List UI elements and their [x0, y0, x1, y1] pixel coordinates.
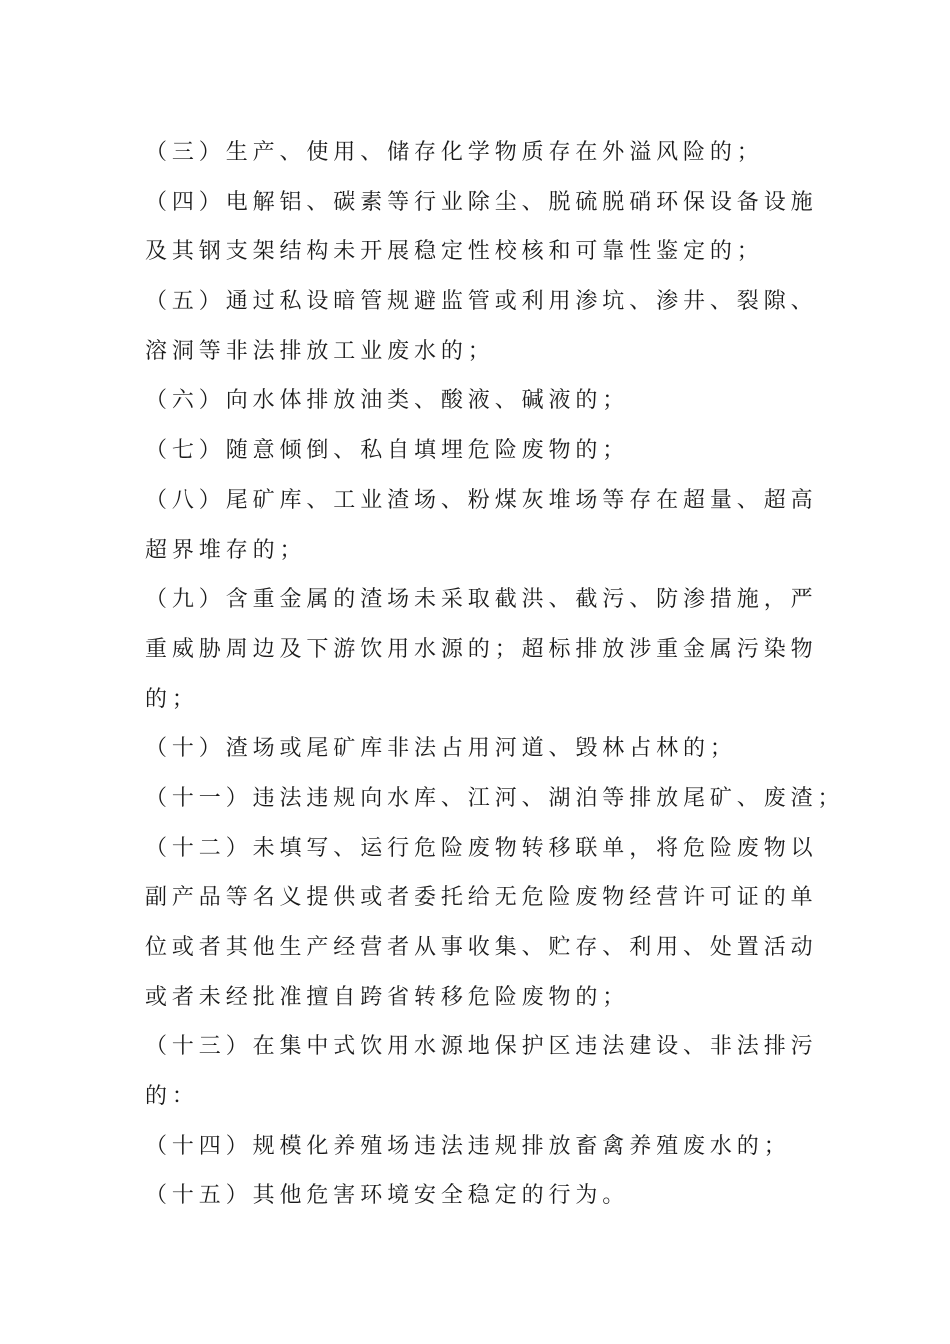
text-line: （八）尾矿库、工业渣场、粉煤灰堆场等存在超量、超高	[145, 487, 818, 513]
text-line: 位或者其他生产经营者从事收集、贮存、利用、处置活动	[145, 935, 818, 960]
text-line: 溶洞等非法排放工业废水的；	[145, 338, 495, 364]
text-line: （十二）未填写、运行危险废物转移联单，将危险废物以	[145, 835, 818, 861]
text-line: （九）含重金属的渣场未采取截洪、截污、防渗措施，严	[145, 587, 818, 613]
text-line: （五）通过私设暗管规避监管或利用渗坑、渗井、裂隙、	[145, 289, 818, 315]
text-line: （四）电解铝、碳素等行业除尘、脱硫脱硝环保设备设施	[145, 189, 818, 215]
text-line: 及其钢支架结构未开展稳定性校核和可靠性鉴定的；	[145, 239, 764, 265]
text-line: 或者未经批准擅自跨省转移危险废物的；	[145, 984, 630, 1010]
text-line: 副产品等名义提供或者委托给无危险废物经营许可证的单	[145, 885, 818, 911]
text-line: （十四）规模化养殖场违法违规排放畜禽养殖废水的；	[145, 1133, 791, 1159]
document-body	[145, 128, 845, 1221]
text-line: （十五）其他危害环境安全稳定的行为。	[145, 1183, 630, 1209]
text-line: （十一）违法违规向水库、江河、湖泊等排放尾矿、废渣；	[145, 785, 845, 811]
text-line: 的；	[145, 686, 199, 712]
text-line: （十）渣场或尾矿库非法占用河道、毁林占林的；	[145, 736, 737, 762]
text-line: （十三）在集中式饮用水源地保护区违法建设、非法排污	[145, 1034, 818, 1060]
text-line: 的：	[145, 1084, 199, 1110]
text-line: 重威胁周边及下游饮用水源的；超标排放涉重金属污染物	[145, 636, 818, 662]
text-line: （三）生产、使用、储存化学物质存在外溢风险的；	[145, 140, 764, 165]
text-line: （六）向水体排放油类、酸液、碱液的；	[145, 388, 630, 414]
text-line: 超界堆存的；	[145, 537, 307, 563]
text-line: （七）随意倾倒、私自填埋危险废物的；	[145, 438, 630, 464]
